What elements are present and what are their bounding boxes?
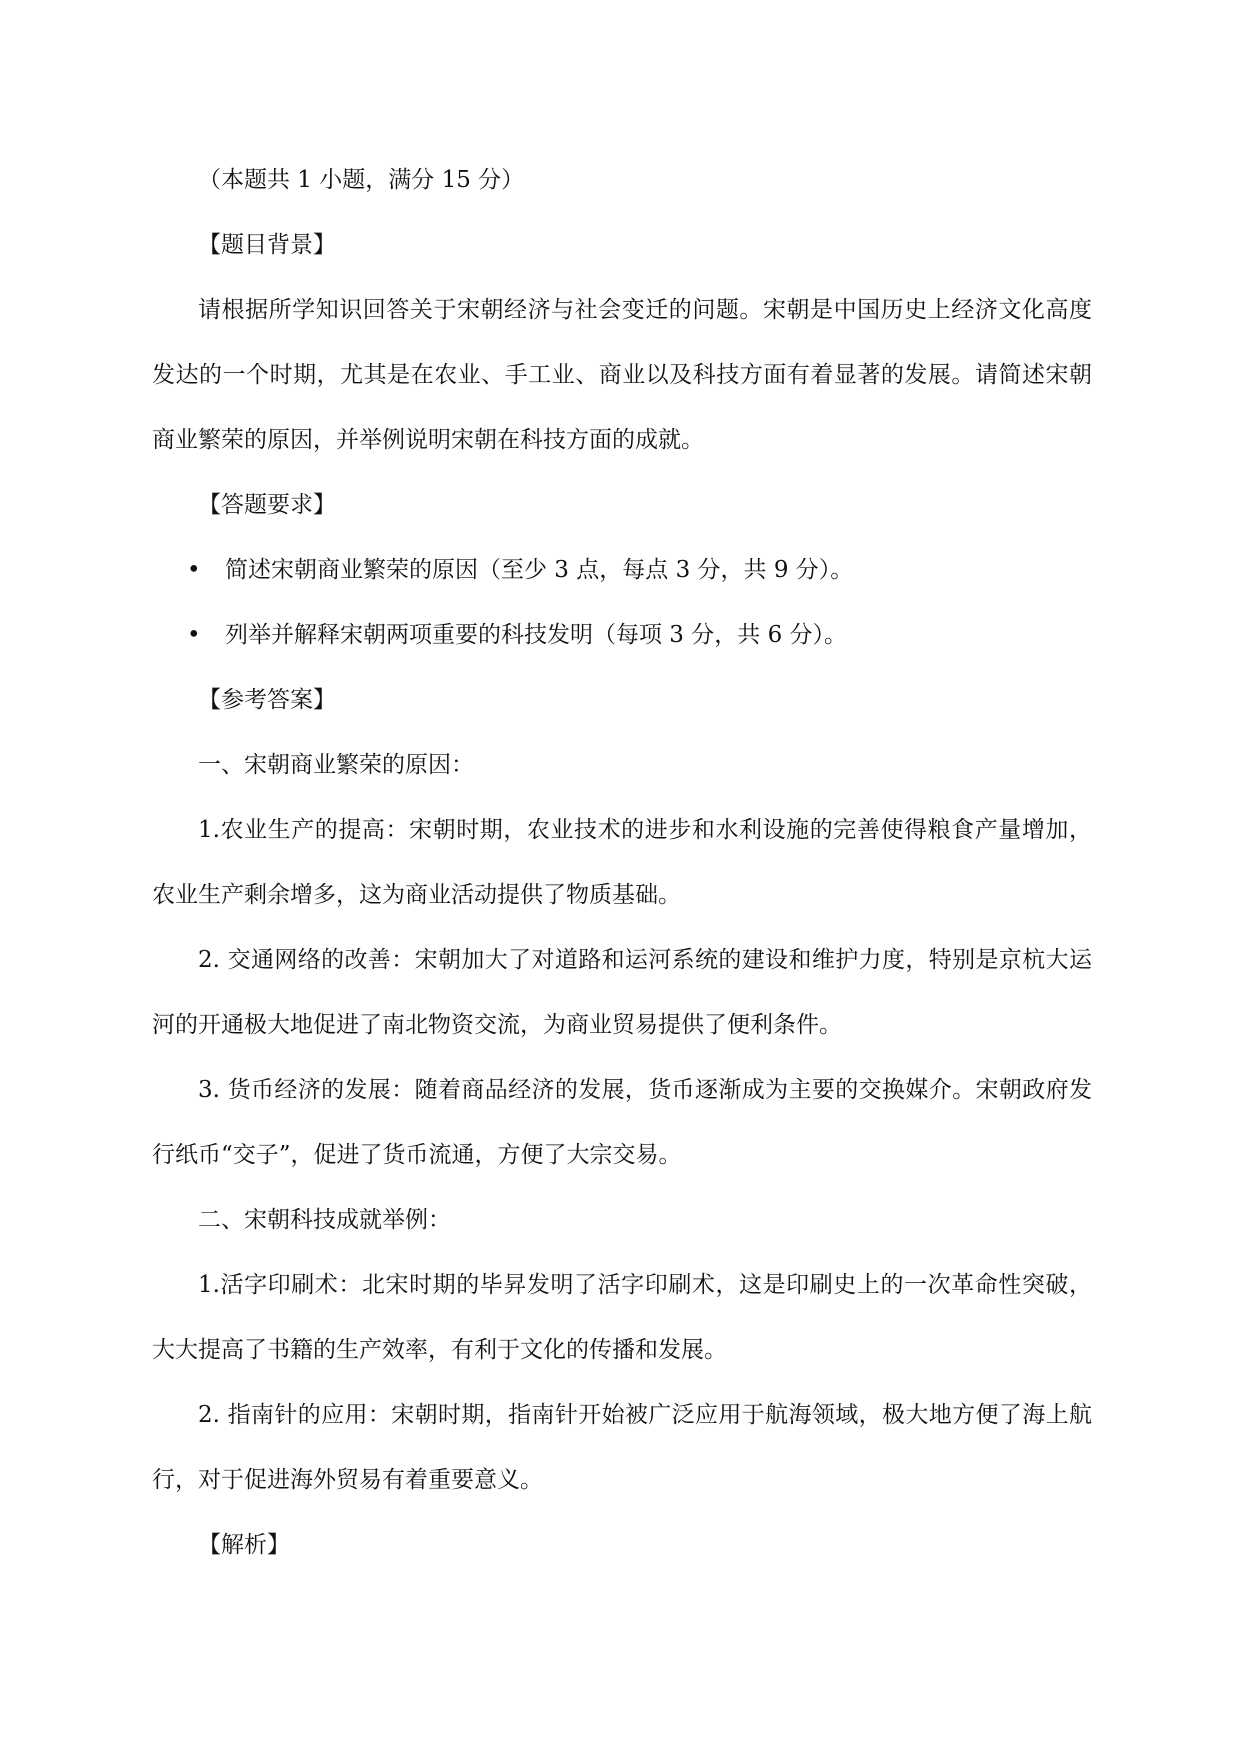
answer-section1-title: 一、宋朝商业繁荣的原因： [198,752,474,778]
answer-section1-item: 3. 货币经济的发展：随着商品经济的发展，货币逐渐成为主要的交换媒介。宋朝政府发行纸币“交子”，促进了货币流通，方便了大宗交易。 [152,1077,1092,1168]
background-heading: 【题目背景】 [198,232,336,258]
requirement-item [152,538,1092,603]
document-page [152,148,1092,1578]
requirements-heading: 【答题要求】 [198,492,336,518]
answer-section1-item: 2. 交通网络的改善：宋朝加大了对道路和运河系统的建设和维护力度，特别是京杭大运河的开通极大地促进了南北物资交流，为商业贸易提供了便利条件。 [152,947,1092,1038]
answer-section2-item: 1.活字印刷术：北宋时期的毕昇发明了活字印刷术，这是印刷史上的一次革命性突破，大大提高了书籍的生产效率，有利于文化的传播和发展。 [152,1272,1092,1363]
bullet-icon: • [187,622,201,648]
background-text: 请根据所学知识回答关于宋朝经济与社会变迁的问题。宋朝是中国历史上经济文化高度发达的一个时期，尤其是在农业、手工业、商业以及科技方面有着显著的发展。请简述宋朝商业繁荣的原因，并举例说明宋朝在科技方面的成就。 [152,297,1092,453]
requirement-text: 简述宋朝商业繁荣的原因（至少 3 点，每点 3 分，共 9 分）。 [225,557,854,583]
requirement-item [152,603,1092,668]
bullet-icon: • [187,557,201,583]
answer-section1-item: 1.农业生产的提高：宋朝时期，农业技术的进步和水利设施的完善使得粮食产量增加，农业生产剩余增多，这为商业活动提供了物质基础。 [152,817,1092,908]
score-note: （本题共 1 小题，满分 15 分） [198,167,525,193]
answer-heading: 【参考答案】 [198,687,336,713]
answer-section2-title: 二、宋朝科技成就举例： [198,1207,451,1233]
analysis-heading: 【解析】 [198,1532,290,1558]
requirement-text: 列举并解释宋朝两项重要的科技发明（每项 3 分，共 6 分）。 [225,622,848,648]
answer-section2-item: 2. 指南针的应用：宋朝时期，指南针开始被广泛应用于航海领域，极大地方便了海上航行，对于促进海外贸易有着重要意义。 [152,1402,1092,1493]
